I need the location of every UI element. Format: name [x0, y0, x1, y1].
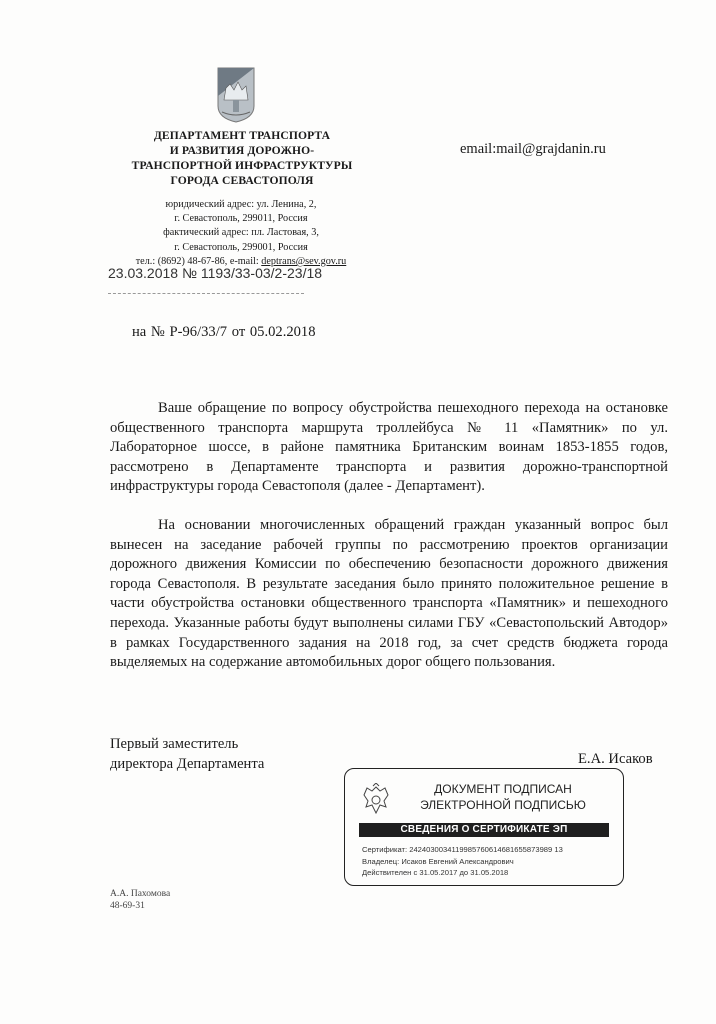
- org-email-link[interactable]: deptrans@sev.gov.ru: [261, 255, 347, 267]
- reference-number: на № Р-96/33/7 от 05.02.2018: [132, 324, 316, 340]
- executor-info: [110, 888, 170, 912]
- body-paragraph: На основании многочисленных обращений граждан указанный вопрос был вынесен на заседание рабочей группы по рассмотрению проектов организации дорожного движения Комиссии по обеспечению безопасности дорожного движения города Севастополя. В результате заседания было принято положительное решение в части обустройства остановки общественного транспорта «Памятник» и пешеходного перехода. Указанные работы будут выполнены силами ГБУ «Севастопольский Автодор» в рамках Государственного задания на 2018 год, за счет средств бюджета города выделяемых на содержание автомобильных дорог общего пользования.: [110, 517, 668, 671]
- executor-name: А.А. Пахомова: [110, 889, 171, 899]
- executor-phone: 48-69-31: [110, 901, 145, 911]
- org-name-line: И РАЗВИТИЯ ДОРОЖНО-: [169, 144, 315, 157]
- signatory-name: Е.А. Исаков: [578, 751, 653, 767]
- certificate-info-bar: СВЕДЕНИЯ О СЕРТИФИКАТЕ ЭП: [359, 823, 609, 837]
- stamp-title-line: ДОКУМЕНТ ПОДПИСАН: [434, 782, 572, 796]
- org-name-line: ТРАНСПОРТНОЙ ИНФРАСТРУКТУРЫ: [131, 159, 353, 172]
- russia-coat-of-arms-icon: [361, 783, 391, 817]
- body-paragraph: Ваше обращение по вопросу обустройства пешеходного перехода на остановке общественного транспорта маршрута троллейбуса № 11 «Памятник» по ул. Лабораторное шоссе, в районе памятника Британским воинам 1853-1855 годов, рассмотрено в Департаменте транспорта и развития дорожно-транспортной инфраструктуры города Севастополя (далее - Департамент).: [110, 400, 668, 495]
- certificate-validity: Действителен с 31.05.2017 до 31.05.2018: [362, 868, 509, 877]
- stamp-title: [403, 781, 603, 813]
- certificate-number: Сертификат: 2424030034119985760614681655873989 13: [362, 845, 563, 854]
- address-line: юридический адрес: ул. Ленина, 2,: [165, 199, 317, 210]
- address-line: г. Севастополь, 299001, Россия: [174, 241, 308, 253]
- signatory-title-line: Первый заместитель: [110, 736, 239, 752]
- recipient-email: email:mail@grajdanin.ru: [460, 141, 606, 157]
- signatory-title: [110, 735, 264, 774]
- registration-underline: [108, 293, 304, 294]
- stamp-title-line: ЭЛЕКТРОННОЙ ПОДПИСЬЮ: [420, 798, 586, 812]
- address-line: фактический адрес: пл. Ластовая, 3,: [163, 227, 319, 239]
- certificate-details: [362, 844, 563, 879]
- signatory-title-line: директора Департамента: [110, 755, 265, 772]
- sevastopol-coat-of-arms-icon: [212, 66, 260, 124]
- address-line: г. Севастополь, 299011, Россия: [174, 213, 308, 225]
- org-name-line: ДЕПАРТАМЕНТ ТРАНСПОРТА: [153, 129, 331, 142]
- org-name-line: ГОРОДА СЕВАСТОПОЛЯ: [170, 174, 314, 187]
- organization-address: [110, 198, 372, 269]
- registration-number: 23.03.2018 № 1193/33-03/2-23/18: [108, 265, 323, 281]
- phone-text: тел.: (8692) 48-67-86, e-mail:: [135, 255, 262, 267]
- electronic-signature-stamp: [344, 768, 624, 886]
- certificate-owner: Владелец: Исаков Евгений Александрович: [362, 856, 514, 866]
- organization-name: [108, 128, 376, 188]
